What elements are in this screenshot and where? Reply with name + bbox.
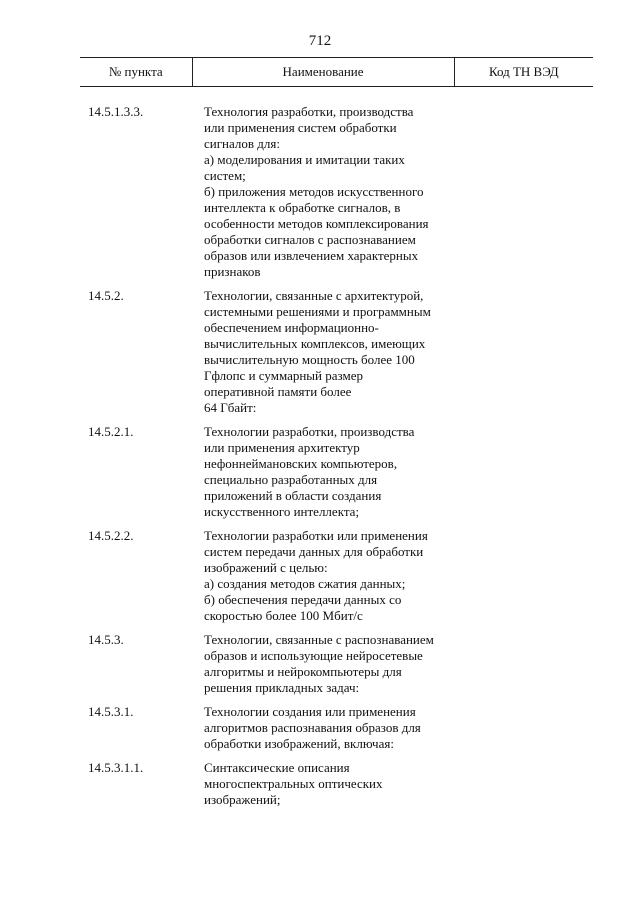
item-name-line: изображений с целью: xyxy=(204,560,328,575)
table-row xyxy=(88,288,608,416)
item-name-line: признаков xyxy=(204,264,261,279)
item-name-line: вычислительную мощность более 100 xyxy=(204,352,415,367)
item-name xyxy=(204,424,454,520)
item-name xyxy=(204,528,454,624)
item-name-line: б) приложения методов искусственного xyxy=(204,184,424,199)
table-row xyxy=(88,104,608,280)
item-name-line: вычислительных комплексов, имеющих xyxy=(204,336,426,351)
item-name-line: многоспектральных оптических xyxy=(204,776,383,791)
item-number: 14.5.2. xyxy=(88,288,124,303)
item-number: 14.5.3.1.1. xyxy=(88,760,144,775)
item-name-line: образов или извлечением характерных xyxy=(204,248,419,263)
item-name-line: или применения архитектур xyxy=(204,440,360,455)
item-number: 14.5.3. xyxy=(88,632,124,647)
item-name-line: Технологии, связанные с распознаванием xyxy=(204,632,434,647)
item-name-line: системными решениями и программным xyxy=(204,304,431,319)
header-name: Наименование xyxy=(192,57,454,87)
table-row xyxy=(88,424,608,520)
item-name-line: Гфлопс и суммарный размер xyxy=(204,368,363,383)
item-name-line: оперативной памяти более xyxy=(204,384,352,399)
item-name-line: образов и использующие нейросетевые xyxy=(204,648,423,663)
item-name-line: Технологии, связанные с архитектурой, xyxy=(204,288,424,303)
item-name-line: обработки изображений, включая: xyxy=(204,736,394,751)
item-name-line: Технология разработки, производства xyxy=(204,104,414,119)
item-name-line: приложений в области создания xyxy=(204,488,382,503)
item-name-line: Технологии создания или применения xyxy=(204,704,416,719)
item-name xyxy=(204,760,454,808)
table-body xyxy=(88,104,608,816)
header-code: Код ТН ВЭД xyxy=(454,57,593,87)
item-name-line: специально разработанных для xyxy=(204,472,378,487)
item-number: 14.5.1.3.3. xyxy=(88,104,144,119)
item-name-line: алгоритмов распознавания образов для xyxy=(204,720,421,735)
item-name xyxy=(204,104,454,280)
item-name-line: решения прикладных задач: xyxy=(204,680,360,695)
item-name-line: скоростью более 100 Мбит/с xyxy=(204,608,363,623)
item-number: 14.5.3.1. xyxy=(88,704,134,719)
item-name-line: изображений; xyxy=(204,792,281,807)
item-number: 14.5.2.1. xyxy=(88,424,134,439)
item-name-line: а) моделирования и имитации таких xyxy=(204,152,405,167)
item-name-line: а) создания методов сжатия данных; xyxy=(204,576,406,591)
item-name-line: сигналов для: xyxy=(204,136,280,151)
item-name-line: 64 Гбайт: xyxy=(204,400,257,415)
table-row xyxy=(88,760,608,808)
item-name-line: интеллекта к обработке сигналов, в xyxy=(204,200,401,215)
table-row xyxy=(88,528,608,624)
item-name-line: систем передачи данных для обработки xyxy=(204,544,424,559)
item-name-line: Технологии разработки, производства xyxy=(204,424,415,439)
item-name-line: нефоннеймановских компьютеров, xyxy=(204,456,398,471)
item-name-line: особенности методов комплексирования xyxy=(204,216,429,231)
item-name-line: б) обеспечения передачи данных со xyxy=(204,592,402,607)
item-name-line: обработки сигналов с распознаванием xyxy=(204,232,416,247)
table-row xyxy=(88,632,608,696)
item-name xyxy=(204,288,454,416)
item-name-line: или применения систем обработки xyxy=(204,120,397,135)
table-row xyxy=(88,704,608,752)
item-name xyxy=(204,704,454,752)
item-name-line: алгоритмы и нейрокомпьютеры для xyxy=(204,664,402,679)
item-name xyxy=(204,632,454,696)
item-name-line: Синтаксические описания xyxy=(204,760,350,775)
item-name-line: систем; xyxy=(204,168,246,183)
header-item-number: № пункта xyxy=(108,64,163,79)
item-name-line: обеспечением информационно- xyxy=(204,320,379,335)
table-header xyxy=(80,57,593,87)
item-name-line: искусственного интеллекта; xyxy=(204,504,360,519)
item-name-line: Технологии разработки или применения xyxy=(204,528,428,543)
item-number: 14.5.2.2. xyxy=(88,528,134,543)
header-bottom-rule xyxy=(80,86,593,87)
page-number: 712 xyxy=(308,33,332,49)
